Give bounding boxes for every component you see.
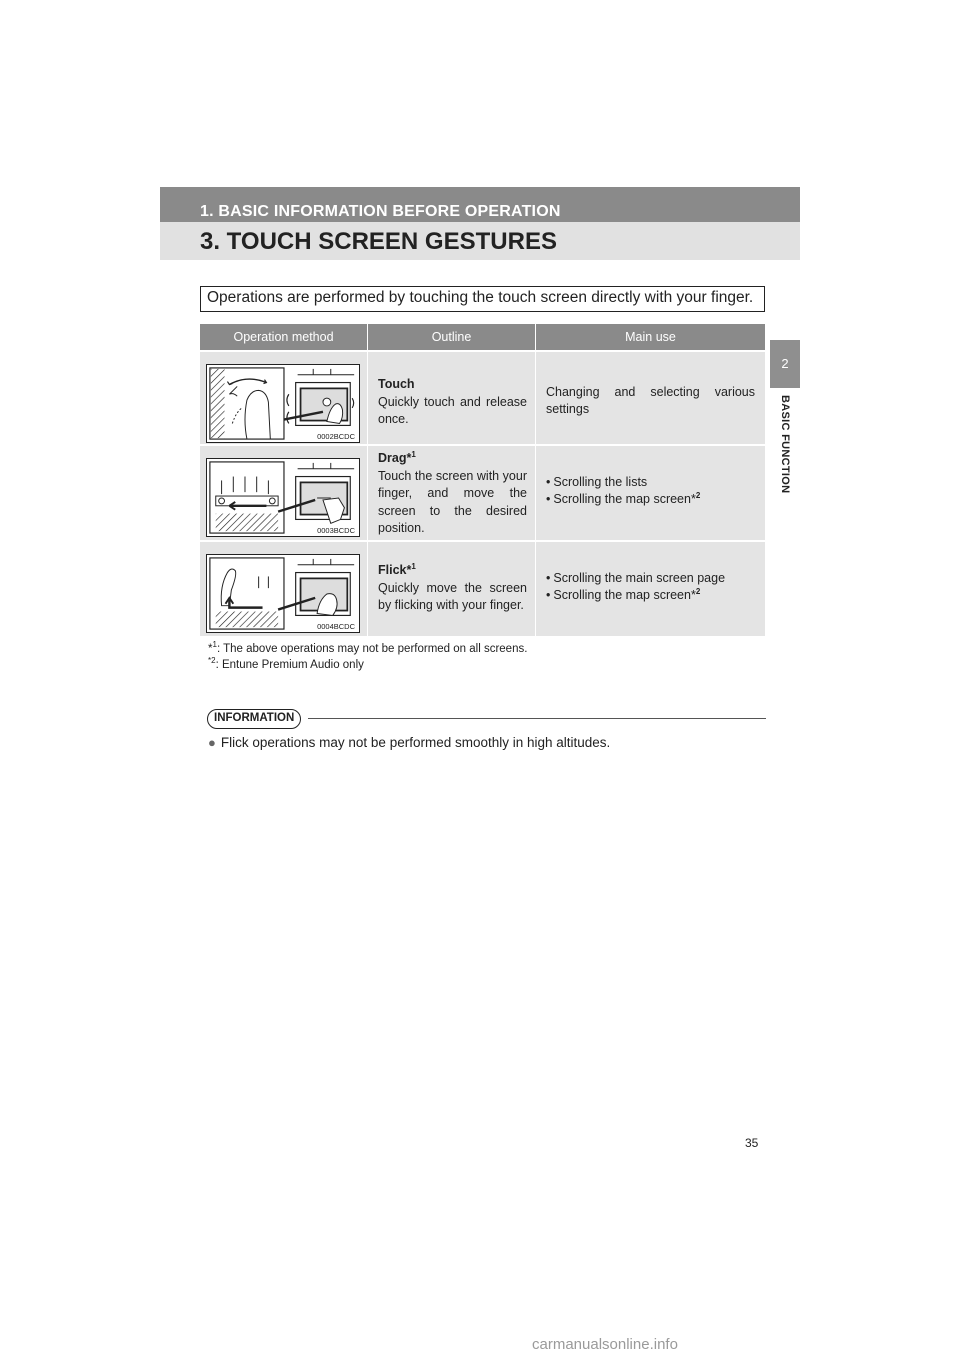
main-use-flick [546, 570, 755, 604]
description-flick: Quickly move the screen by flicking with your finger. [378, 580, 527, 612]
section-title: 1. BASIC INFORMATION BEFORE OPERATION [200, 203, 561, 220]
main-use-item: • Scrolling the map screen*$^2$ [546, 491, 755, 508]
footnotes [208, 641, 527, 673]
description-drag: Touch the screen with your finger, and move the screen to the desired position. [378, 468, 527, 535]
chapter-tab: 2 [770, 340, 800, 388]
image-code: 0003BCDC [317, 526, 355, 535]
term-drag: Drag* [378, 451, 412, 465]
table-row-drag [200, 444, 765, 540]
description-touch: Quickly touch and release once. [378, 394, 527, 426]
header-outline: Outline [367, 324, 535, 350]
main-use-touch [546, 384, 755, 418]
outline-drag [378, 450, 527, 538]
intro-text: Operations are performed by touching the touch screen directly with your finger. [200, 286, 765, 312]
outline-touch [378, 376, 527, 429]
term-flick-note: 1 [411, 562, 416, 571]
section-header [160, 187, 800, 222]
touch-gesture-icon [207, 365, 359, 442]
main-use-item: • Scrolling the map screen*$^2$ [546, 587, 755, 604]
page-title: 3. TOUCH SCREEN GESTURES [200, 228, 557, 255]
outline-flick [378, 562, 527, 615]
image-code: 0002BCDC [317, 432, 355, 441]
drag-gesture-icon [207, 459, 359, 536]
footnote-2: $^{*2}$: Entune Premium Audio only [208, 656, 364, 671]
chapter-label [768, 395, 802, 515]
main-use-drag [546, 474, 755, 508]
image-code: 0004BCDC [317, 622, 355, 631]
touch-gesture-illustration [206, 364, 360, 443]
header-main-use: Main use [535, 324, 765, 350]
table-row-touch [200, 350, 765, 444]
header-operation-method: Operation method [233, 330, 334, 344]
flick-gesture-illustration [206, 554, 360, 633]
watermark: carmanualsonline.info [532, 1336, 678, 1353]
term-flick: Flick* [378, 563, 412, 577]
information-item: ● Flick operations may not be performed smoothly in high altitudes. [208, 735, 611, 750]
drag-gesture-illustration [206, 458, 360, 537]
term-touch: Touch [378, 377, 415, 391]
chapter-label-text: BASIC FUNCTION [779, 395, 791, 494]
gestures-table [200, 324, 765, 636]
main-use-item: • Scrolling the lists [546, 474, 755, 491]
main-use-item: Changing and selecting various settings [546, 385, 755, 416]
term-drag-note: 1 [411, 450, 416, 459]
table-row-flick [200, 540, 765, 636]
circle-bullet-icon: ● [208, 735, 216, 750]
page-number: 35 [745, 1136, 759, 1150]
flick-gesture-icon [207, 555, 359, 632]
information-label: INFORMATION [207, 709, 301, 729]
main-use-item: • Scrolling the main screen page [546, 570, 755, 587]
footnote-1: *$^1$: The above operations may not be performed on all screens. [208, 640, 528, 655]
information-divider [308, 718, 766, 719]
page-title-bar [160, 222, 800, 260]
table-header [200, 324, 765, 350]
